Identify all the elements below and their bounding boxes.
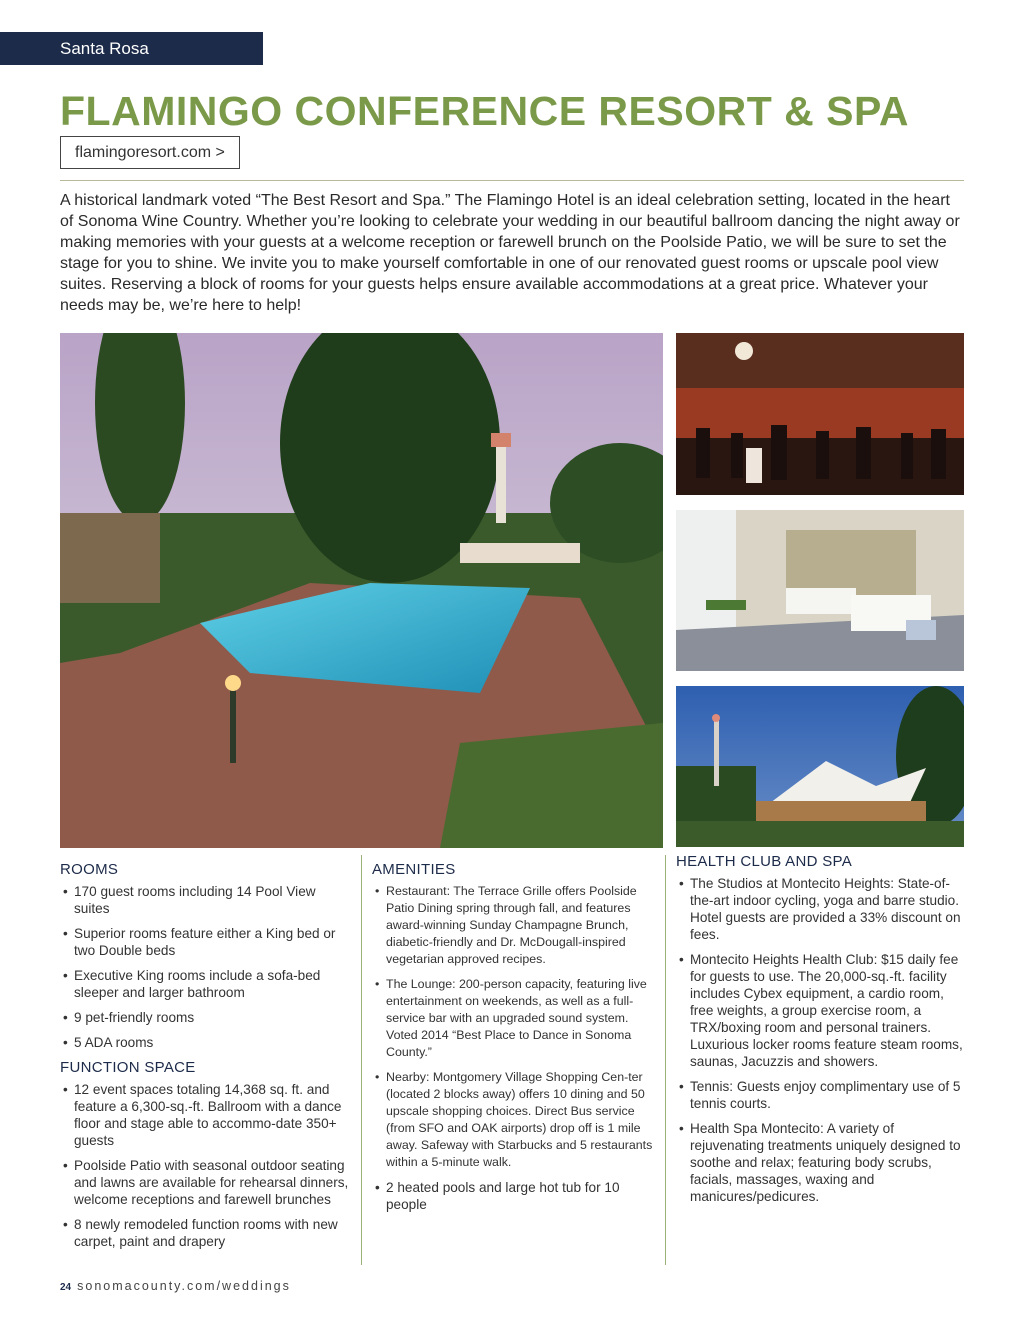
list-item: • Montecito Heights Health Club: $15 daily fee for guests to use. The 20,000-sq.-ft. facility includes Cybex equipment, a cardio room, free weights, a group exercise room, a TRX/boxing room and personal trainers. Luxurious locker rooms feature steam rooms, saunas, Jacuzzis and showers. [676,951,966,1070]
page-number: 24 [60,1282,72,1293]
list-item: • Superior rooms feature either a King bed or two Double beds [60,925,352,959]
list-item: • Restaurant: The Terrace Grille offers Poolside Patio Dining spring through fall, and features award-winning Sunday Champagne Brunch, diabetic-friendly and Dr. McDougall-inspired vegetarian approved recipes. [372,883,657,968]
amenities-list [372,883,657,1213]
column-divider [361,855,362,1265]
guestroom-photo [676,510,964,671]
column-amenities [372,861,657,1221]
list-item: • 2 heated pools and large hot tub for 10 people [372,1179,657,1213]
list-item: • Tennis: Guests enjoy complimentary use of 5 tennis courts. [676,1078,966,1112]
page-footer [60,1279,291,1293]
rooms-list [60,883,352,1051]
patio-photo [676,686,964,847]
list-item: • 12 event spaces totaling 14,368 sq. ft. and feature a 6,300-sq.-ft. Ballroom with a dance floor and stage able to accommo-date 350+ guests [60,1081,352,1149]
list-item: • Health Spa Montecito: A variety of rejuvenating treatments uniquely designed to soothe and relax; featuring body scrubs, facials, massages, waxing and manicures/pedicures. [676,1120,966,1205]
health-club-heading: HEALTH CLUB AND SPA [676,853,853,870]
list-item: • Nearby: Montgomery Village Shopping Cen-ter (located 2 blocks away) offers 10 dining and 50 upscale shopping choices. Direct Bus service (from SFO and OAK airports) drop off is 1 mile away. Safeway with Starbucks and 5 restaurants within a 5-minute walk. [372,1069,657,1171]
function-space-list [60,1081,352,1250]
list-item: • Executive King rooms include a sofa-bed sleeper and larger bathroom [60,967,352,1001]
website-link[interactable]: flamingoresort.com > [60,136,240,169]
list-item: • 9 pet-friendly rooms [60,1009,352,1026]
amenities-heading: AMENITIES [372,861,456,878]
list-item: • The Lounge: 200-person capacity, featuring live entertainment on weekends, as well as a full-service bar with an upgraded sound system. Voted 2014 “Best Place to Dance in Sonoma County.” [372,976,657,1061]
pool-photo [60,333,663,848]
list-item: • 170 guest rooms including 14 Pool View suites [60,883,352,917]
page-title: FLAMINGO CONFERENCE RESORT & SPA [60,88,909,134]
list-item: • 5 ADA rooms [60,1034,352,1051]
list-item: • The Studios at Montecito Heights: State-of-the-art indoor cycling, yoga and barre studio. Hotel guests are provided a 33% discount on fees. [676,875,966,943]
column-health-club [676,853,966,1213]
health-club-list [676,875,966,1205]
ballroom-photo [676,333,964,495]
rooms-heading: ROOMS [60,861,119,878]
footer-site: sonomacounty.com/weddings [77,1279,291,1293]
location-banner: Santa Rosa [0,32,263,65]
column-rooms-function [60,861,352,1258]
function-space-heading: FUNCTION SPACE [60,1059,196,1076]
list-item: • 8 newly remodeled function rooms with new carpet, paint and drapery [60,1216,352,1250]
column-divider [665,855,666,1265]
intro-paragraph: A historical landmark voted “The Best Resort and Spa.” The Flamingo Hotel is an ideal celebration setting, located in the heart of Sonoma Wine Country. Whether you’re looking to celebrate your wedding in our beautiful ballroom dancing the night away or making memories with your guests at a welcome reception or farewell brunch on the Poolside Patio, we will be sure to set the stage for you to shine. We invite you to make yourself comfortable in one of our renovated guest rooms or upscale pool view suites. Reserving a block of rooms for your guests helps ensure available accommodations at a great price. Whatever your needs may be, we’re here to help! [60,192,960,314]
list-item: • Poolside Patio with seasonal outdoor seating and lawns are available for rehearsal dinners, welcome receptions and farewell brunches [60,1157,352,1208]
divider [60,180,964,181]
